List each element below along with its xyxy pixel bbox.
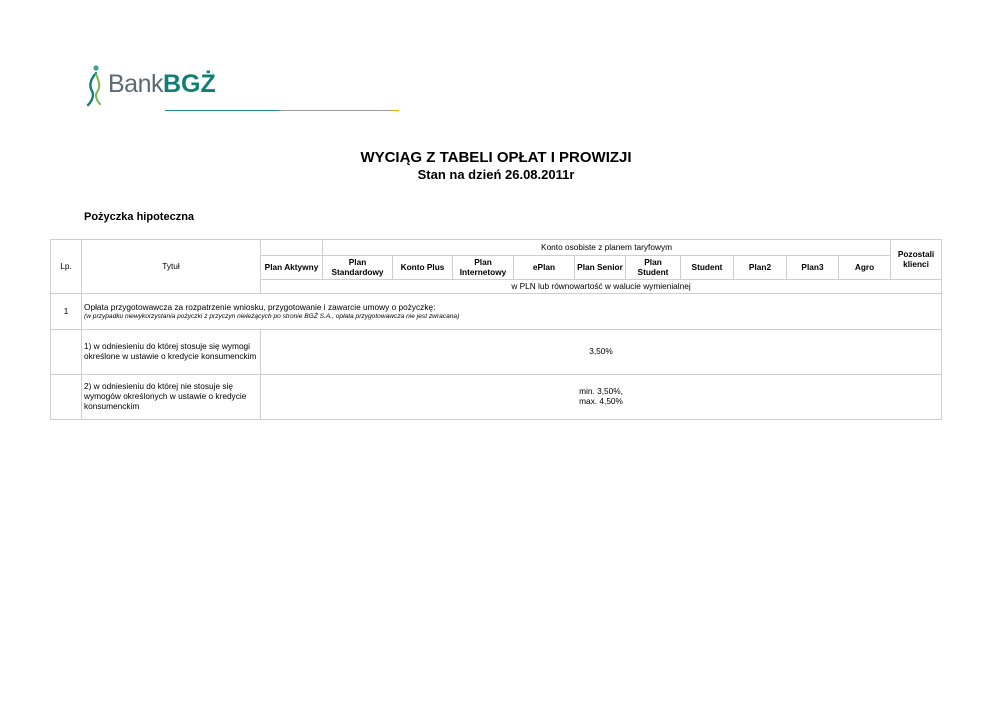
plan-header: Plan Standardowy	[323, 256, 393, 280]
subitem-value-max: max. 4,50%	[579, 396, 623, 406]
plan-header: Plan Internetowy	[453, 256, 514, 280]
currency-note: w PLN lub równowartość w walucie wymienialnej	[261, 280, 942, 294]
logo-brand-word: BGŻ	[162, 70, 216, 98]
bank-logo	[84, 60, 404, 116]
tytul-header: Tytuł	[82, 240, 261, 294]
fee-note: (w przypadku niewykorzystania pożyczki z przyczyn nieleżących po stronie BGŻ S.A., opłata przygotowawcza nie jest zwracana)	[84, 312, 460, 320]
bank-logo-icon	[84, 64, 106, 108]
plan-header: Plan Student	[626, 256, 681, 280]
plan-header: Konto Plus	[393, 256, 453, 280]
plan-header: Student	[681, 256, 734, 280]
section-heading: Pożyczka hipoteczna	[84, 211, 195, 223]
table-row	[51, 375, 942, 420]
document-subtitle: Stan na dzień 26.08.2011r	[417, 167, 575, 182]
subitem-value-min: min. 3,50%,	[579, 386, 623, 397]
header-blank-cell	[261, 240, 323, 256]
fee-title: Opłata przygotowawcza za rozpatrzenie wniosku, przygotowanie i zawarcie umowy o pożyczkę:	[84, 301, 436, 312]
fee-description-cell	[82, 294, 942, 330]
plan-header: Plan2	[734, 256, 787, 280]
plan-header: Plan3	[787, 256, 839, 280]
plan-header: Agro	[839, 256, 891, 280]
plan-header: Plan Aktywny	[261, 256, 323, 280]
subitem-label: 2) w odniesieniu do której nie stosuje się wymogów określonych w ustawie o kredycie konsumenckim	[82, 375, 261, 420]
subitem-value	[261, 375, 942, 420]
subitem-label: 1) w odniesieniu do której stosuje się wymogi określone w ustawie o kredycie konsumenckim	[82, 330, 261, 375]
plan-header: ePlan	[514, 256, 575, 280]
plan-header: Plan Senior	[575, 256, 626, 280]
logo-underline	[165, 110, 399, 111]
plan-group-header: Konto osobiste z planem taryfowym	[323, 240, 891, 256]
row-number-empty	[51, 330, 82, 375]
subitem-value: 3,50%	[261, 330, 942, 375]
others-header: Pozostali klienci	[891, 240, 942, 280]
row-number: 1	[51, 294, 82, 330]
table-row	[51, 330, 942, 375]
table-row	[51, 294, 942, 330]
row-number-empty	[51, 375, 82, 420]
fees-table	[50, 239, 942, 420]
document-title: WYCIĄG Z TABELI OPŁAT I PROWIZJI	[360, 149, 632, 166]
logo-bank-word: Bank	[108, 70, 163, 98]
lp-header: Lp.	[51, 240, 82, 294]
bank-logo-text	[108, 69, 216, 99]
